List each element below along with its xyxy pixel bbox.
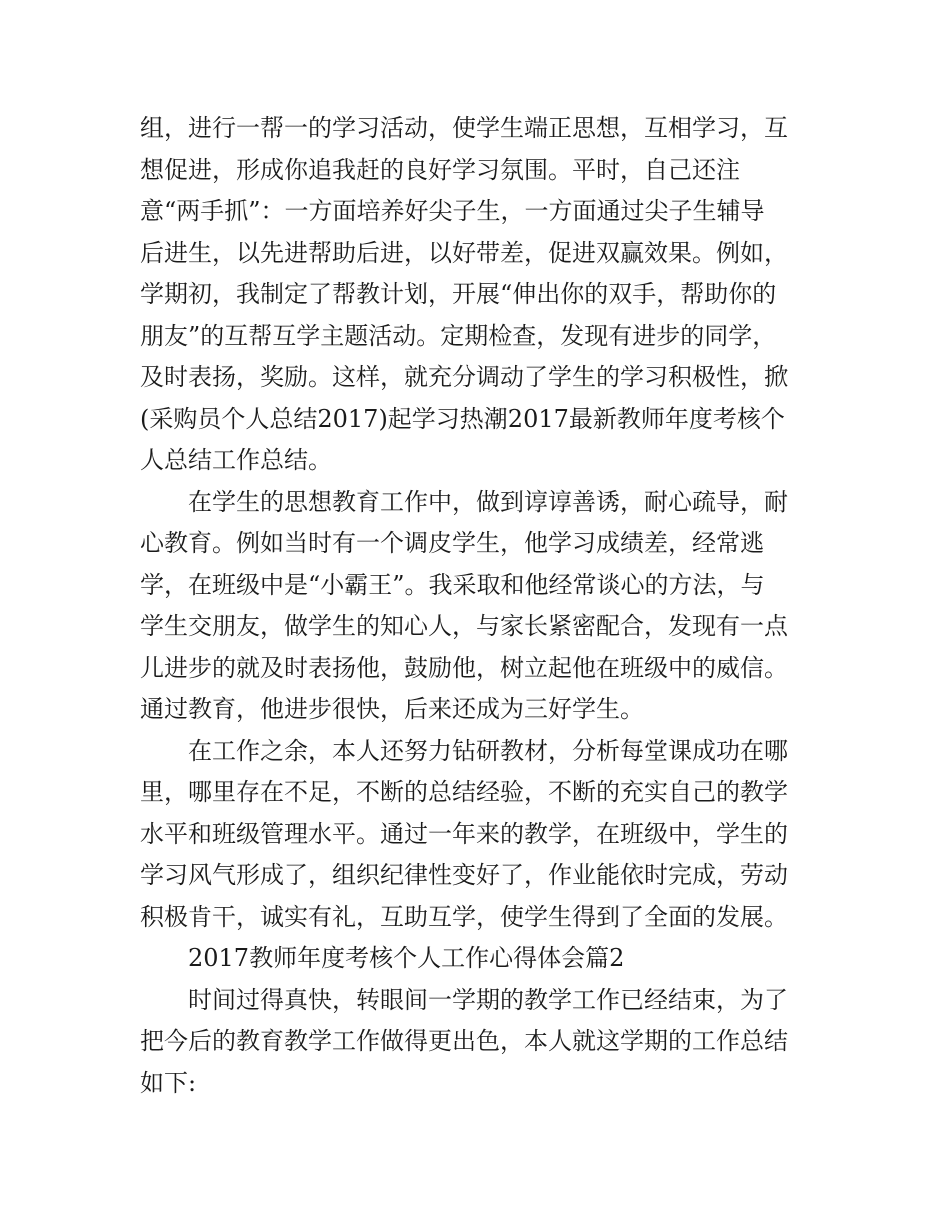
text-line: 水平和班级管理水平。通过一年来的教学，在班级中，学生的 (140, 819, 788, 848)
text-line: 把今后的教育教学工作做得更出色，本人就这学期的工作总结 (140, 1027, 788, 1055)
text-line: 里，哪里存在不足，不断的总结经验，不断的充实自己的教学 (140, 778, 788, 806)
text-line: (采购员个人总结2017)起学习热潮2017最新教师年度考核个 (140, 404, 785, 433)
text-line: 如下: (140, 1068, 197, 1097)
text-line: 人总结工作总结。 (140, 446, 332, 474)
text-line: 心教育。例如当时有一个调皮学生，他学习成绩差，经常逃 (140, 529, 764, 557)
paragraph-start-line: 在工作之余，本人还努力钻研教材，分析每堂课成功在哪 (188, 736, 788, 765)
paragraph-start-line: 时间过得真快，转眼间一学期的教学工作已经结束，为了 (188, 985, 788, 1014)
section-heading: 2017教师年度考核个人工作心得体会篇2 (188, 944, 625, 972)
text-line: 学习风气形成了，组织纪律性变好了，作业能依时完成，劳动 (140, 861, 788, 889)
text-line: 意“两手抓”：一方面培养好尖子生，一方面通过尖子生辅导 (140, 197, 765, 225)
text-line: 通过教育，他进步很快，后来还成为三好学生。 (140, 695, 644, 723)
text-line: 及时表扬，奖励。这样，就充分调动了学生的学习积极性，掀 (140, 363, 788, 391)
document-body (140, 108, 815, 1104)
text-line: 组，进行一帮一的学习活动，使学生端正思想，互相学习，互 (140, 114, 788, 142)
text-line: 学生交朋友，做学生的知心人，与家长紧密配合，发现有一点 (140, 612, 788, 640)
text-line: 学期初，我制定了帮教计划，开展“伸出你的双手，帮助你的 (140, 280, 777, 308)
text-line: 朋友”的互帮互学主题活动。定期检查，发现有进步的同学， (140, 321, 777, 350)
text-line: 学，在班级中是“小霸王”。我采取和他经常谈心的方法，与 (140, 570, 765, 599)
text-line: 想促进，形成你追我赶的良好学习氛围。平时，自己还注 (140, 155, 740, 184)
text-line: 儿进步的就及时表扬他，鼓励他，树立起他在班级中的威信。 (140, 653, 788, 682)
paragraph-start-line: 在学生的思想教育工作中，做到谆谆善诱，耐心疏导，耐 (188, 487, 788, 516)
text-line: 积极肯干，诚实有礼，互助互学，使学生得到了全面的发展。 (140, 902, 788, 931)
text-line: 后进生，以先进帮助后进，以好带差，促进双赢效果。例如， (140, 238, 788, 267)
